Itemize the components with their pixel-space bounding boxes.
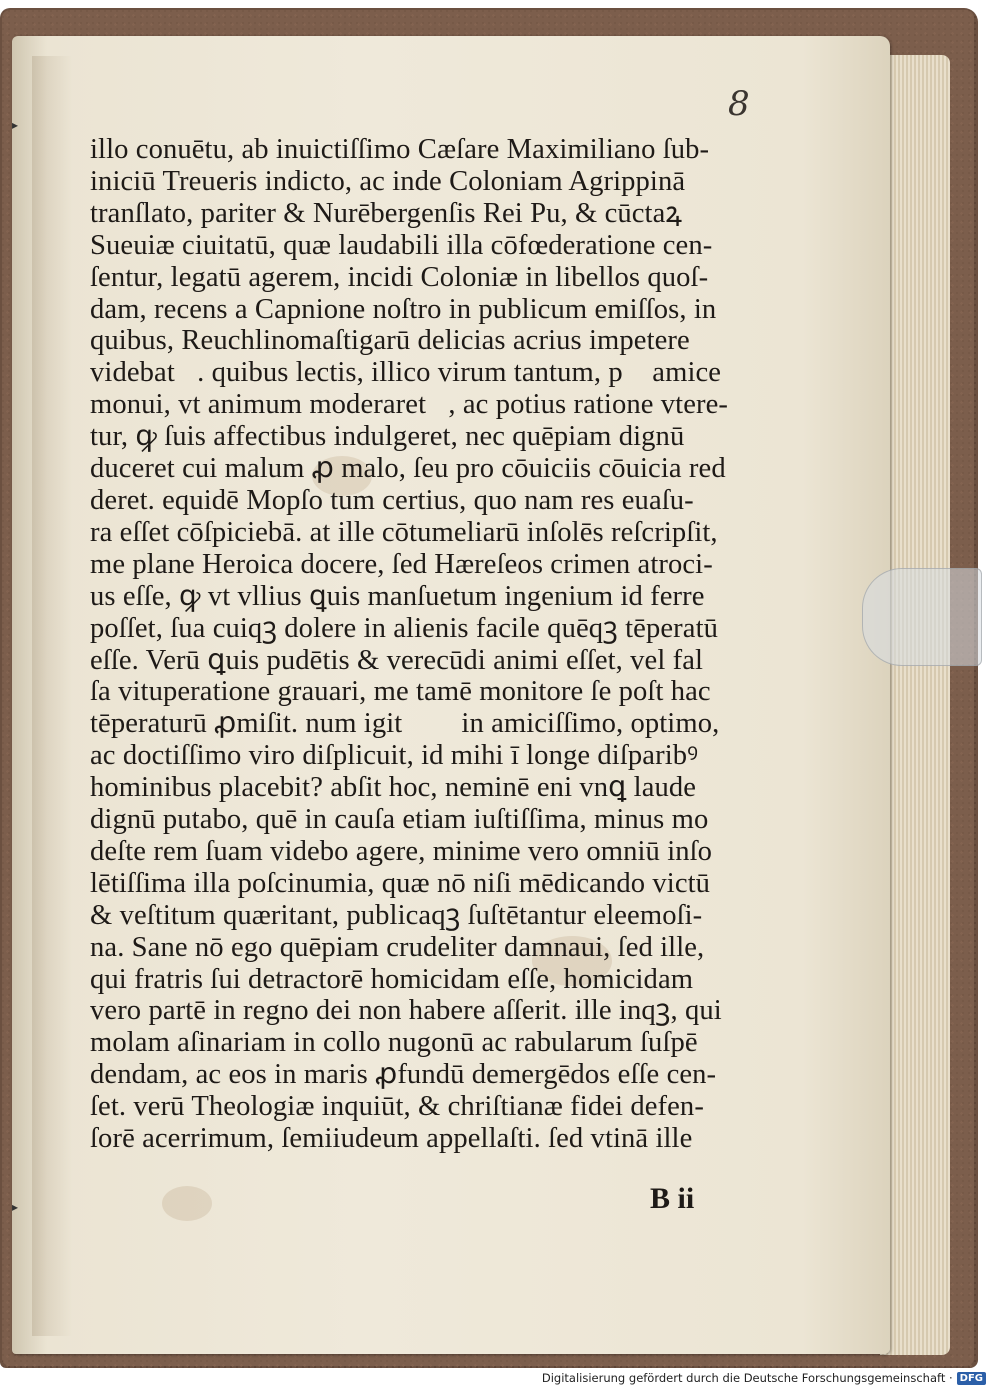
- text-line: poſſet, ſua cuiqꝫ dolere in alienis facile quēqꝫ tēperatū: [90, 612, 719, 644]
- text-line: ra eſſet cōſpiciebā. at ille cōtumeliarū inſolēs reſcripſit,: [90, 516, 718, 548]
- text-line: ſentur, legatū agerem, incidi Coloniæ in libellos quoſ-: [90, 261, 709, 293]
- text-line: Sueuiæ ciuitatū, quæ laudabili illa cōfœderatione cen-: [90, 229, 713, 261]
- text-line: dignū putabo, quē in cauſa etiam iuſtiſſima, minus mo: [90, 804, 709, 836]
- text-line: ſet. verū Theologiæ inquiūt, & chriſtianæ fidei defen-: [90, 1091, 704, 1123]
- text-line: dam, recens a Capnione noſtro in publicum emiſſos, in: [90, 293, 717, 325]
- text-line: ſa vituperatione grauari, me tamē monitore ſe poſt hac: [90, 676, 711, 708]
- text-line: videbat᷑. quibus lectis, illico virum tantum, pꝙ amice: [90, 357, 722, 389]
- text-line: me plane Heroica docere, ſed Hæreſeos crimen atroci-: [90, 548, 713, 580]
- folio-number: 8: [728, 84, 750, 124]
- page-fore-edge: [880, 55, 950, 1355]
- text-line: deret. equidē Mopſo tum certius, quo nam res euaſu-: [90, 484, 694, 516]
- text-line: tēperaturū ꝓmiſit. num igit᷑ ꝙ in amiciſſimo, optimo,: [90, 708, 720, 740]
- text-line: deſte rem ſuam videbo agere, minime vero omniū inſo: [90, 835, 713, 867]
- text-line: & veſtitum quæritant, publicaqꝫ ſuſtētantur eleemoſi-: [90, 899, 703, 931]
- foxing-spot: [162, 1186, 212, 1221]
- text-line: lētiſſima illa poſcinumia, quæ nō niſi mēdicando victū: [90, 867, 711, 899]
- text-line: vero partē in regno dei non habere aſſerit. ille inqꝫ, qui: [90, 995, 722, 1027]
- body-text: [90, 134, 780, 1155]
- text-line: iniciū Treueris indicto, ac inde Coloniam Agrippinā: [90, 165, 686, 197]
- text-line: tranſlato, pariter & Nurēbergenſis Rei Pu, & cūctaꝝ: [90, 197, 683, 229]
- text-line: us eſſe, ꝙ vt vllius ꝗuis manſuetum ingenium id ferre: [90, 580, 705, 612]
- margin-mark-icon: ▸: [12, 1200, 19, 1214]
- page-clip-tab: [862, 568, 982, 666]
- text-line: eſſe. Verū ꝗuis pudētis & verecūdi animi eſſet, vel fal: [90, 644, 704, 676]
- text-line: duceret cui malum ꝓ malo, ſeu pro cōuiciis cōuicia red: [90, 453, 726, 485]
- text-line: na. Sane nō ego quēpiam crudeliter damnaui, ſed ille,: [90, 931, 705, 963]
- footer-credit-text: Digitalisierung gefördert durch die Deutsche Forschungsgemeinschaft ·: [541, 1371, 953, 1385]
- text-line: quibus, Reuchlinomaſtigarū delicias acrius impetere: [90, 325, 690, 357]
- text-line: qui fratris ſui detractorē homicidam eſſe, homicidam: [90, 963, 694, 995]
- text-line: ac doctiſſimo viro diſplicuit, id mihi ī longe diſparibꝰ: [90, 740, 699, 772]
- dfg-logo-icon: DFG: [957, 1372, 986, 1385]
- text-line: ſorē acerrimum, ſemiiudeum appellaſti. ſed vtinā ille: [90, 1123, 693, 1155]
- text-line: illo conuētu, ab inuictiſſimo Cæſare Maximiliano ſub-: [90, 134, 710, 165]
- text-line: monui, vt animum moderaret᷑, ac potius ratione vtere-: [90, 389, 729, 421]
- text-line: molam aſinariam in collo nugonū ac rabularum ſuſpē: [90, 1027, 698, 1059]
- signature-mark: B ii: [650, 1182, 695, 1215]
- text-line: tur, ꝙ ſuis affectibus indulgeret, nec quēpiam dignū: [90, 421, 685, 453]
- text-line: dendam, ac eos in maris ꝓfundū demergēdos eſſe cen-: [90, 1059, 717, 1091]
- text-line: hominibus placebit? abſit hoc, neminē eni vnꝗ laude: [90, 772, 697, 804]
- margin-mark-icon: ▸: [12, 118, 19, 132]
- gutter-shadow: [32, 56, 72, 1336]
- footer-credit: [542, 1368, 986, 1388]
